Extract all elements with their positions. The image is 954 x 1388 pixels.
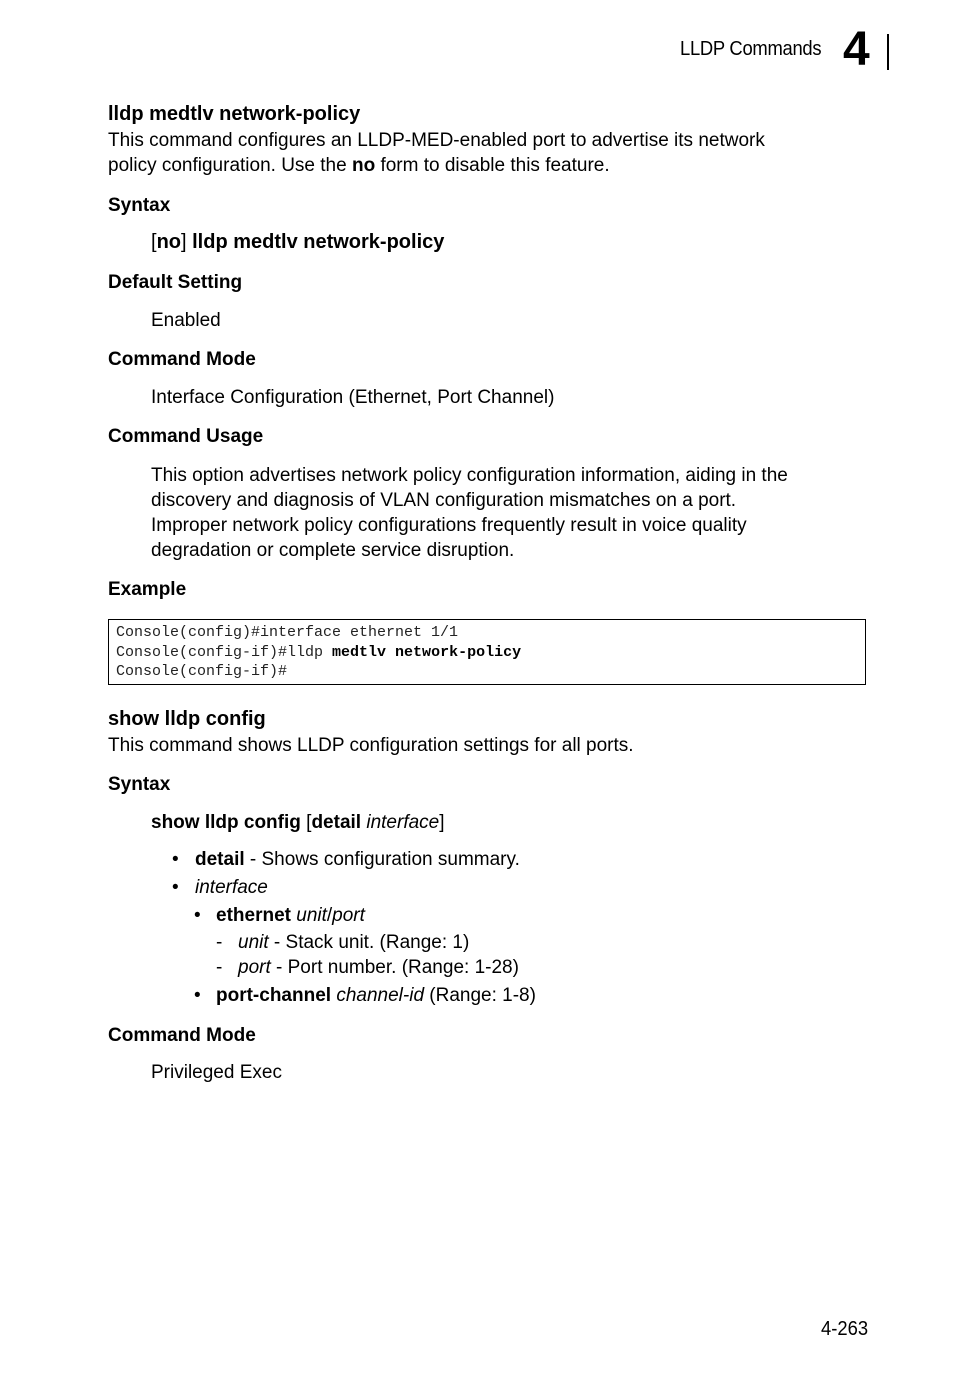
description-line-1: This command configures an LLDP-MED-enabled port to advertise its network — [108, 130, 765, 151]
default-setting-heading: Default Setting — [108, 272, 243, 293]
command-mode-heading: Command Mode — [108, 1025, 256, 1046]
command-title-lldp-medtlv-network-policy: lldp medtlv network-policy — [108, 103, 361, 125]
syntax-heading: Syntax — [108, 774, 171, 795]
code-line: Console(config-if)#lldp medtlv network-policy — [116, 643, 522, 661]
usage-line: degradation or complete service disruption. — [151, 540, 515, 561]
chapter-number: 4 — [843, 23, 870, 76]
chapter-tab — [843, 23, 889, 76]
command-usage-heading: Command Usage — [108, 426, 264, 447]
usage-line: discovery and diagnosis of VLAN configuration mismatches on a port. — [151, 490, 737, 511]
bullet-port-channel: port-channel channel-id (Range: 1-8) — [216, 985, 536, 1006]
bullet-icon: • — [172, 849, 179, 870]
syntax-heading: Syntax — [108, 195, 171, 216]
bullet-icon: • — [172, 877, 179, 898]
command-mode-heading: Command Mode — [108, 349, 256, 370]
code-line: Console(config)#interface ethernet 1/1 — [116, 624, 459, 641]
code-line: Console(config-if)# — [116, 663, 288, 681]
usage-line: This option advertises network policy configuration information, aiding in the — [151, 465, 788, 486]
description-line: This command shows LLDP configuration settings for all ports. — [108, 735, 634, 756]
running-header-title: LLDP Commands — [680, 38, 822, 60]
page-number: 4-263 — [821, 1318, 869, 1340]
syntax-line: [no] lldp medtlv network-policy — [151, 231, 445, 253]
sub-item-unit: unit - Stack unit. (Range: 1) — [238, 932, 470, 953]
code-example-box — [108, 619, 866, 685]
bullet-ethernet: ethernet unit/port — [216, 905, 365, 926]
bullet-icon: • — [194, 985, 201, 1006]
syntax-line: show lldp config [detail interface] — [151, 812, 445, 833]
sub-item-port: port - Port number. (Range: 1-28) — [238, 957, 519, 978]
usage-line: Improper network policy configurations frequently result in voice quality — [151, 515, 747, 536]
description-line-2: policy configuration. Use the no form to disable this feature. — [108, 155, 610, 176]
bullet-interface: interface — [195, 877, 268, 898]
bullet-icon: • — [194, 905, 201, 926]
dash-icon: - — [216, 932, 223, 953]
command-mode-value: Privileged Exec — [151, 1062, 282, 1083]
command-mode-value: Interface Configuration (Ethernet, Port Channel) — [151, 387, 555, 408]
command-title-show-lldp-config: show lldp config — [108, 708, 266, 730]
example-heading: Example — [108, 579, 187, 600]
dash-icon: - — [216, 957, 223, 978]
default-setting-value: Enabled — [151, 310, 221, 331]
bullet-detail: detail - Shows configuration summary. — [195, 849, 520, 870]
